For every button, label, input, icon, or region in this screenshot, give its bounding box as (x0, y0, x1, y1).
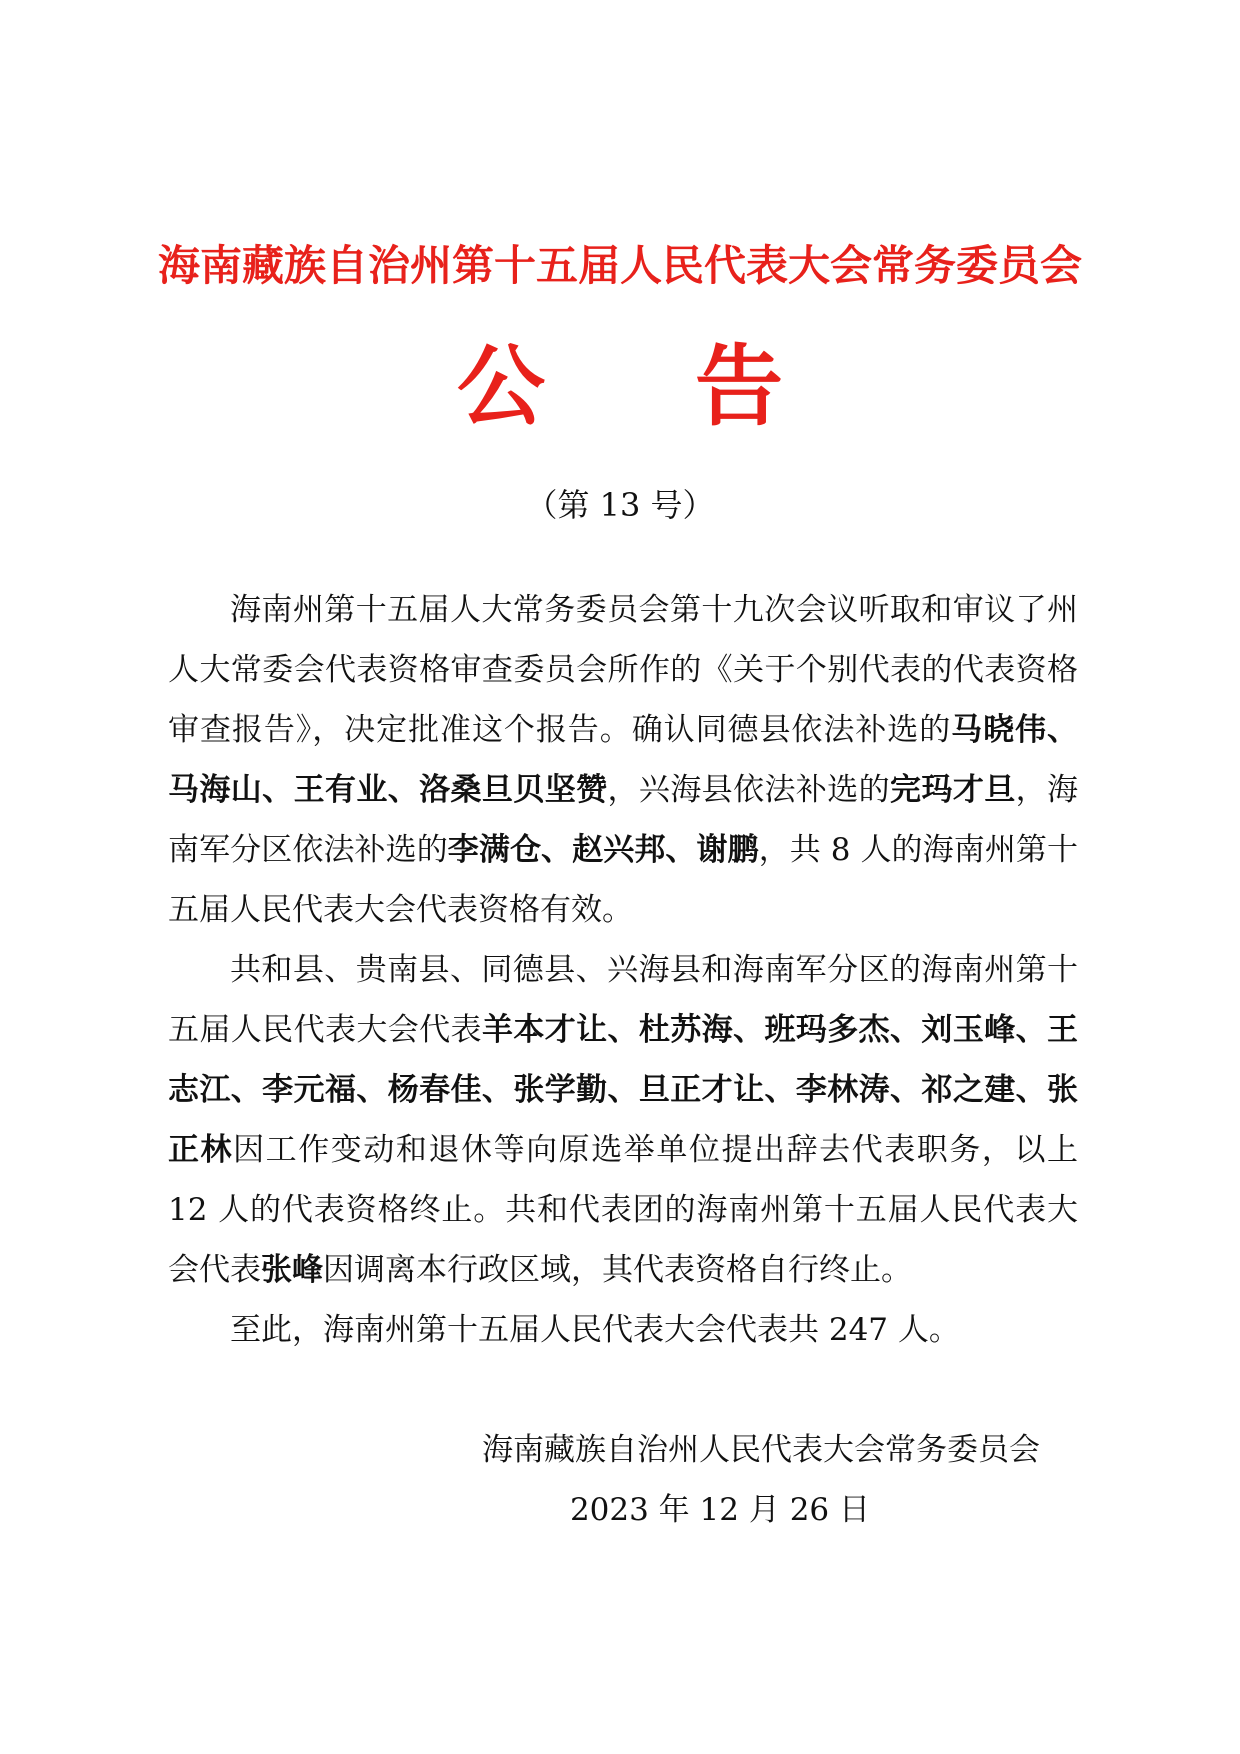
paragraph-text: 至此，海南州第十五届人民代表大会代表共 247 人。 (230, 1312, 960, 1348)
representative-names: 马晓伟、马海山、王有业、洛桑旦贝坚赞 (168, 712, 1079, 808)
representative-names: 李满仓、赵兴邦、谢鹏 (447, 832, 759, 868)
paragraph-text: ，海南军分区依法补选的 (168, 772, 1079, 868)
document-title (0, 332, 1240, 442)
signature-org: 海南藏族自治州人民代表大会常务委员会 (482, 1432, 1040, 1468)
title-char-gao: 告 (695, 335, 784, 438)
paragraph-1 (168, 580, 1078, 940)
representative-names: 张峰 (261, 1252, 323, 1288)
paragraph-3 (168, 1300, 1078, 1360)
representative-names: 完玛才旦 (890, 772, 1016, 808)
signature-block (0, 1420, 1040, 1540)
representative-names: 羊本才让、杜苏海、班玛多杰、刘玉峰、王志江、李元福、杨春佳、张学勤、旦正才让、李林涛、祁之建、张正林 (168, 1012, 1079, 1168)
paragraph-text: 因工作变动和退休等向原选举单位提出辞去代表职务，以上 12 人的代表资格终止。共和代表团的海南州第十五届人民代表大会代表 (168, 1132, 1079, 1288)
paragraph-2 (168, 940, 1078, 1300)
paragraph-text: 海南州第十五届人大常务委员会第十九次会议听取和审议了州人大常委会代表资格审查委员会所作的《关于个别代表的代表资格审查报告》，决定批准这个报告。确认同德县依法补选的 (168, 592, 1078, 748)
paragraph-text: 因调离本行政区域，其代表资格自行终止。 (323, 1252, 912, 1288)
signature-date: 2023 年 12 月 26 日 (569, 1492, 870, 1528)
title-char-gong: 公 (456, 335, 545, 438)
paragraph-text: 共和县、贵南县、同德县、兴海县和海南军分区的海南州第十五届人民代表大会代表 (168, 952, 1078, 1048)
document-number: （第 13 号） (525, 486, 715, 524)
paragraph-text: ，共 8 人的海南州第十五届人民代表大会代表资格有效。 (168, 832, 1079, 928)
paragraph-text: ，兴海县依法补选的 (607, 772, 891, 808)
issuer-heading: 海南藏族自治州第十五届人民代表大会常务委员会 (157, 241, 1082, 290)
announcement-body (168, 580, 1078, 1360)
